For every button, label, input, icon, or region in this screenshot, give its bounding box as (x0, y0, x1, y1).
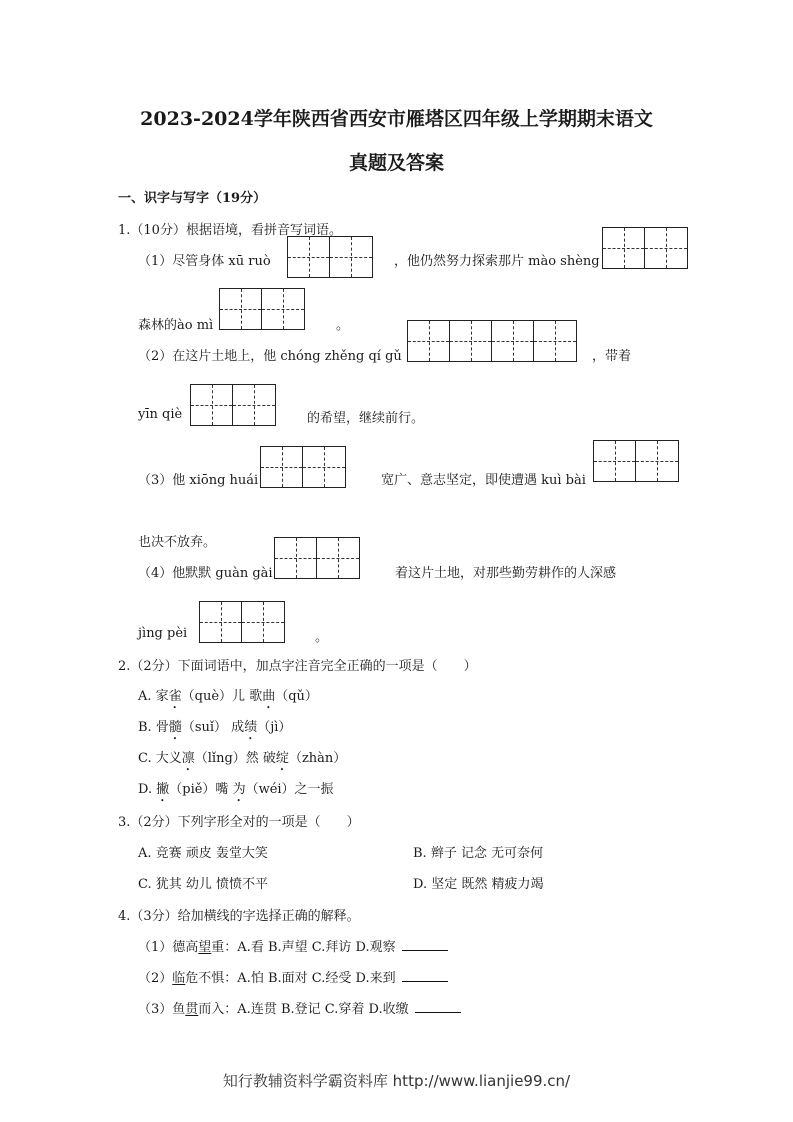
document-title-line1: 2023-2024学年陕西省西安市雁塔区四年级上学期期末语文 (140, 108, 653, 130)
question-2-stem: 2.（2分）下面词语中，加点字注音完全正确的一项是（ ） (118, 659, 477, 674)
answer-box-xionghuai[interactable] (260, 446, 346, 488)
q1-part4-text-b: 着这片土地，对那些勤劳耕作的人深感 (395, 566, 617, 581)
answer-box-xuruo[interactable] (287, 236, 373, 278)
q4-answer-blank-2[interactable] (402, 969, 448, 982)
question-4-stem: 4.（3分）给加横线的字选择正确的解释。 (118, 909, 360, 924)
q2-option-a[interactable]: A. 家雀（què）儿 歌曲（qǔ） (138, 689, 318, 704)
q1-part3-text-a: （3）他 xiōng huái (138, 473, 259, 488)
answer-box-chongzhengqigu[interactable] (407, 320, 577, 362)
q4-answer-blank-1[interactable] (402, 938, 448, 951)
answer-box-yinqie[interactable] (190, 384, 276, 426)
q1-part3-text-c: 也决不放弃。 (138, 535, 217, 550)
q1-part1-text-d: 。 (336, 318, 350, 333)
q3-option-b[interactable]: B. 辫子 记念 无可奈何 (413, 846, 544, 861)
question-1-stem: 1.（10分）根据语境，看拼音写词语。 (118, 223, 342, 238)
q1-part3-text-b: 宽广、意志坚定，即使遭遇 kuì bài (381, 473, 586, 488)
q4-line-1: （1）德高望重：A.看 B.声望 C.拜访 D.观察 (138, 936, 448, 955)
q1-part1-text-a: （1）尽管身体 xū ruò (138, 254, 271, 269)
q1-part2-text-d: 的希望，继续前行。 (307, 411, 425, 426)
q4-line-2: （2）临危不惧：A.怕 B.面对 C.经受 D.来到 (138, 967, 448, 986)
q2-option-c[interactable]: C. 大义凛（lǐng）然 破绽（zhàn） (138, 751, 347, 766)
q1-part1-text-b: ，他仍然努力探索那片 mào shèng (394, 254, 600, 269)
q3-option-d[interactable]: D. 坚定 既然 精疲力竭 (413, 877, 544, 892)
q4-line-3: （3）鱼贯而入：A.连贯 B.登记 C.穿着 D.收缴 (138, 998, 461, 1017)
q4-answer-blank-3[interactable] (415, 1000, 461, 1013)
q1-part4-text-d: 。 (315, 630, 329, 645)
q1-part2-text-c: yīn qiè (138, 407, 183, 422)
answer-box-kuibai[interactable] (593, 440, 679, 482)
q2-option-b[interactable]: B. 骨髓（suǐ） 成绩（jì） (138, 720, 292, 735)
answer-box-maosheng[interactable] (602, 227, 688, 269)
q1-part4-text-c: jìng pèi (138, 626, 188, 641)
q1-part4-text-a: （4）他默默 guàn gài (138, 566, 273, 581)
answer-box-jingpei[interactable] (199, 601, 285, 643)
answer-box-guangai[interactable] (274, 537, 360, 579)
question-3-stem: 3.（2分）下列字形全对的一项是（ ） (118, 815, 360, 830)
section-heading: 一、识字与写字（19分） (118, 191, 267, 206)
answer-box-aomi[interactable] (219, 288, 305, 330)
q3-option-c[interactable]: C. 犹其 幼儿 愤愤不平 (138, 877, 269, 892)
document-title-line2: 真题及答案 (348, 152, 444, 174)
q1-part1-text-c: 森林的ào mì (138, 318, 214, 333)
q1-part2-text-a: （2）在这片土地上，他 chóng zhěng qí gǔ (138, 349, 402, 364)
q2-option-d[interactable]: D. 撇（piě）嘴 为（wéi）之一振 (138, 782, 334, 797)
page-footer: 知行教辅资料学霸资料库 http://www.lianjie99.cn/ (222, 1072, 571, 1090)
q1-part2-text-b: ，带着 (592, 349, 632, 364)
q3-option-a[interactable]: A. 竞赛 顽皮 轰堂大笑 (138, 846, 268, 861)
